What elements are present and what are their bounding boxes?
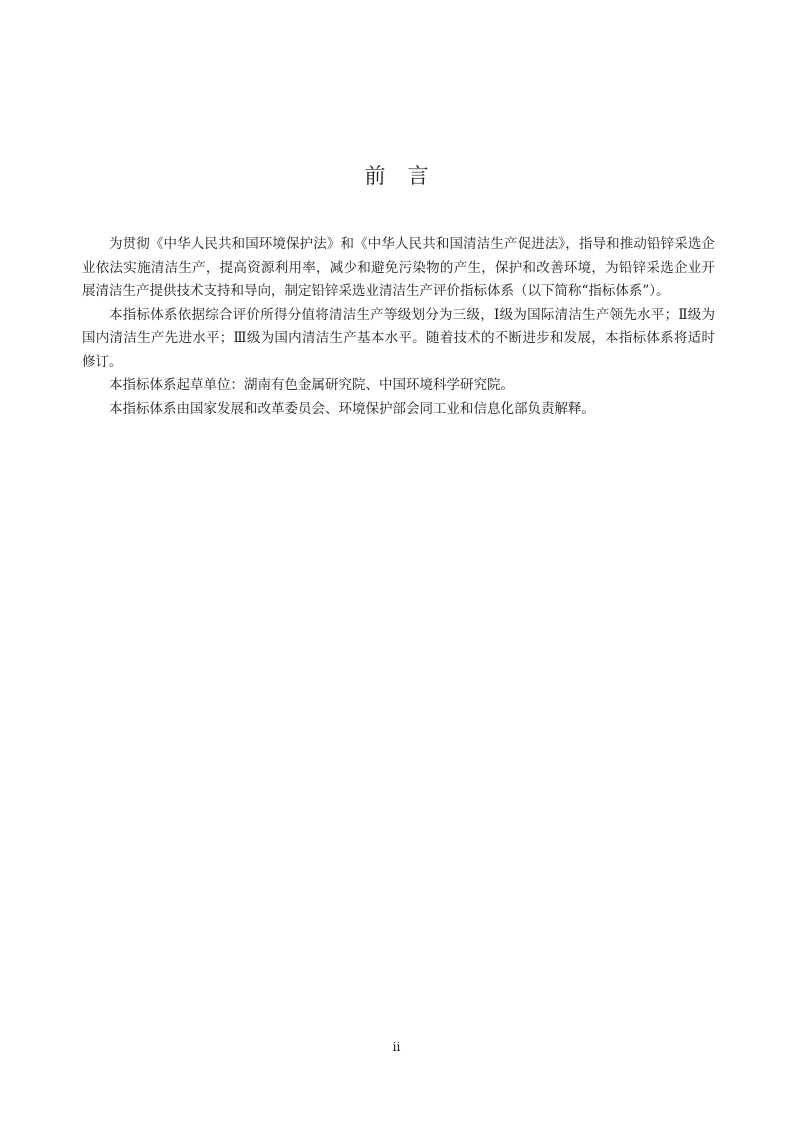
paragraph-grading-levels: 本指标体系依据综合评价所得分值将清洁生产等级划分为三级，Ⅰ级为国际清洁生产领先水平；Ⅱ级为国内清洁生产先进水平；Ⅲ级为国内清洁生产基本水平。随着技术的不断进步和发展，本指标体系将适时修订。 — [82, 306, 715, 370]
page-title: 前言 — [364, 164, 451, 188]
paragraph-purpose: 为贯彻《中华人民共和国环境保护法》和《中华人民共和国清洁生产促进法》，指导和推动铅锌采选企业依法实施清洁生产，提高资源利用率，减少和避免污染物的产生，保护和改善环境，为铅锌采选企业开展清洁生产提供技术支持和导向，制定铅锌采选业清洁生产评价指标体系（以下简称“指标体系”）。 — [82, 236, 715, 299]
paragraph-interpretation: 本指标体系由国家发展和改革委员会、环境保护部会同工业和信息化部负责解释。 — [109, 400, 595, 417]
page-number: ii — [392, 1040, 401, 1054]
preface-body — [82, 233, 715, 421]
paragraph-drafting-units: 本指标体系起草单位：湖南有色金属研究院、中国环境科学研究院。 — [109, 377, 514, 393]
